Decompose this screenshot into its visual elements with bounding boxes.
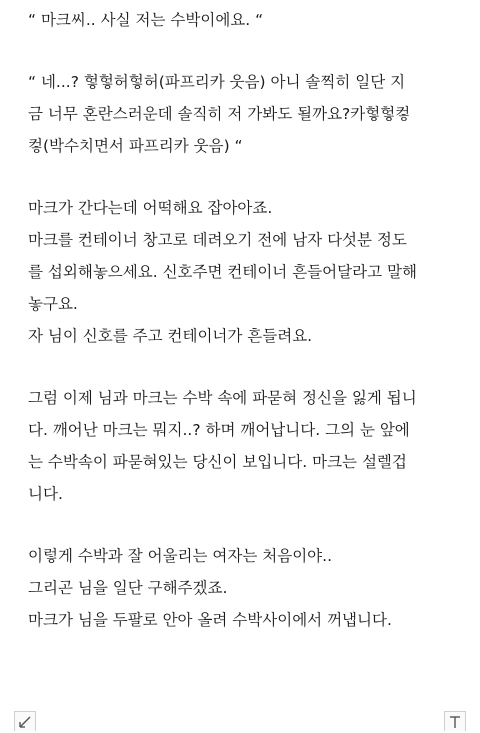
expand-diagonal-icon [15, 715, 35, 729]
text-line: 마크가 간다는데 어떡해요 잡아아죠. [28, 199, 273, 217]
text-line: “ 마크씨.. 사실 저는 수박이에요. “ [28, 11, 264, 29]
paragraph-gap [28, 162, 466, 192]
text-cursor-icon [445, 715, 465, 729]
paragraph-2 [28, 66, 466, 162]
paragraph-4 [28, 382, 466, 510]
paragraph-3 [28, 192, 466, 352]
paragraph-gap [28, 352, 466, 382]
bottom-toolbar [0, 711, 480, 733]
text-line: 자 님이 신호를 주고 컨테이너가 흔들려요. [28, 327, 313, 345]
text-line: 마크를 컨테이너 창고로 데려오기 전에 남자 다섯분 정도 [28, 231, 407, 249]
expand-button[interactable] [14, 711, 36, 731]
document-body [28, 4, 466, 636]
text-line: 다. 깨어난 마크는 뭐지..? 하며 깨어납니다. 그의 눈 앞에 [28, 421, 410, 439]
paragraph-1 [28, 4, 466, 36]
text-line: 놓구요. [28, 295, 78, 313]
paragraph-gap [28, 510, 466, 540]
paragraph-gap [28, 36, 466, 66]
text-line: 컿(박수치면서 파프리카 웃음) “ [28, 137, 243, 155]
text-line: 를 섭외해놓으세요. 신호주면 컨테이너 흔들어달라고 말해 [28, 263, 417, 281]
paragraph-5 [28, 540, 466, 636]
text-line: 이렇게 수박과 잘 어울리는 여자는 처음이야.. [28, 547, 333, 565]
text-tool-button[interactable] [444, 711, 466, 731]
text-line: “ 네...? 헣헣허헣허(파프리카 웃음) 아니 솔찍히 일단 지 [28, 73, 406, 91]
text-line: 는 수박속이 파묻혀있는 당신이 보입니다. 마크는 설렐겁 [28, 453, 407, 471]
text-line: 그리곤 님을 일단 구해주겠죠. [28, 579, 228, 597]
text-line: 니다. [28, 485, 63, 503]
text-line: 그럼 이제 님과 마크는 수박 속에 파묻혀 정신을 잃게 됩니 [28, 389, 417, 407]
text-line: 금 너무 혼란스러운데 솔직히 저 가봐도 될까요?카헣헣컿 [28, 105, 411, 123]
text-line: 마크가 님을 두팔로 안아 올려 수박사이에서 꺼냅니다. [28, 611, 392, 629]
